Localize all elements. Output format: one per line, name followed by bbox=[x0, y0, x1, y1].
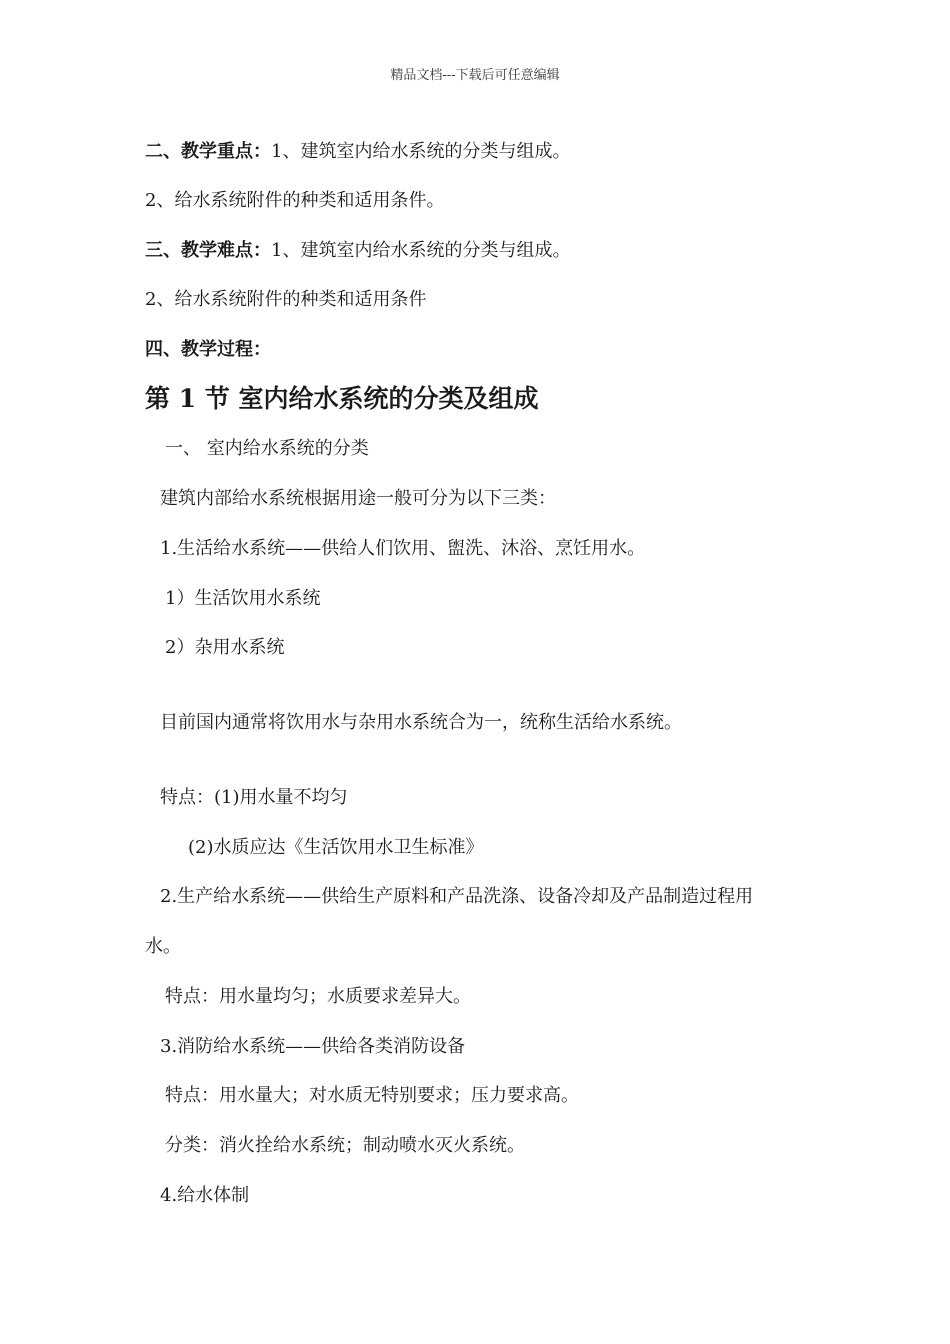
teaching-process-label: 四、教学过程： bbox=[145, 339, 271, 360]
teaching-difficulty-line bbox=[145, 239, 570, 263]
paragraph-water-system: 4.给水体制 bbox=[160, 1185, 250, 1206]
paragraph-fire-water: 3.消防给水系统——供给各类消防设备 bbox=[160, 1036, 466, 1057]
teaching-focus-item-1: 1、建筑室内给水系统的分类与组成。 bbox=[271, 141, 571, 162]
teaching-focus-label: 二、教学重点： bbox=[145, 141, 271, 162]
feature-production: 特点：用水量均匀；水质要求差异大。 bbox=[165, 986, 471, 1007]
paragraph-living-water: 1.生活给水系统——供给人们饮用、盥洗、沐浴、烹饪用水。 bbox=[160, 538, 646, 559]
teaching-focus-line bbox=[145, 140, 570, 164]
page-header: 精品文档---下载后可任意编辑 bbox=[390, 68, 560, 83]
classification-fire: 分类：消火拴给水系统；制动喷水灭火系统。 bbox=[165, 1135, 525, 1156]
paragraph-production-water: 2.生产给水系统——供给生产原料和产品洗涤、设备冷却及产品制造过程用 bbox=[160, 886, 754, 907]
teaching-difficulty-label: 三、教学难点： bbox=[145, 240, 271, 261]
paragraph-combined: 目前国内通常将饮用水与杂用水系统合为一，统称生活给水系统。 bbox=[160, 712, 682, 733]
section-heading: 第 1 节 室内给水系统的分类及组成 bbox=[145, 384, 539, 413]
feature-line-2: (2)水质应达《生活饮用水卫生标准》 bbox=[188, 837, 484, 858]
subsection-title: 一、 室内给水系统的分类 bbox=[165, 438, 369, 459]
teaching-focus-item-2: 2、给水系统附件的种类和适用条件。 bbox=[145, 190, 445, 211]
teaching-difficulty-item-2: 2、给水系统附件的种类和适用条件 bbox=[145, 289, 427, 310]
list-item-misc: 2）杂用水系统 bbox=[165, 637, 285, 658]
list-item-drinking: 1）生活饮用水系统 bbox=[165, 588, 321, 609]
feature-line-1: 特点：(1)用水量不均匀 bbox=[160, 787, 348, 808]
paragraph-intro: 建筑内部给水系统根据用途一般可分为以下三类： bbox=[160, 488, 556, 509]
feature-fire: 特点：用水量大；对水质无特别要求；压力要求高。 bbox=[165, 1085, 579, 1106]
paragraph-production-water-cont: 水。 bbox=[145, 936, 181, 957]
teaching-difficulty-item-1: 1、建筑室内给水系统的分类与组成。 bbox=[271, 240, 571, 261]
